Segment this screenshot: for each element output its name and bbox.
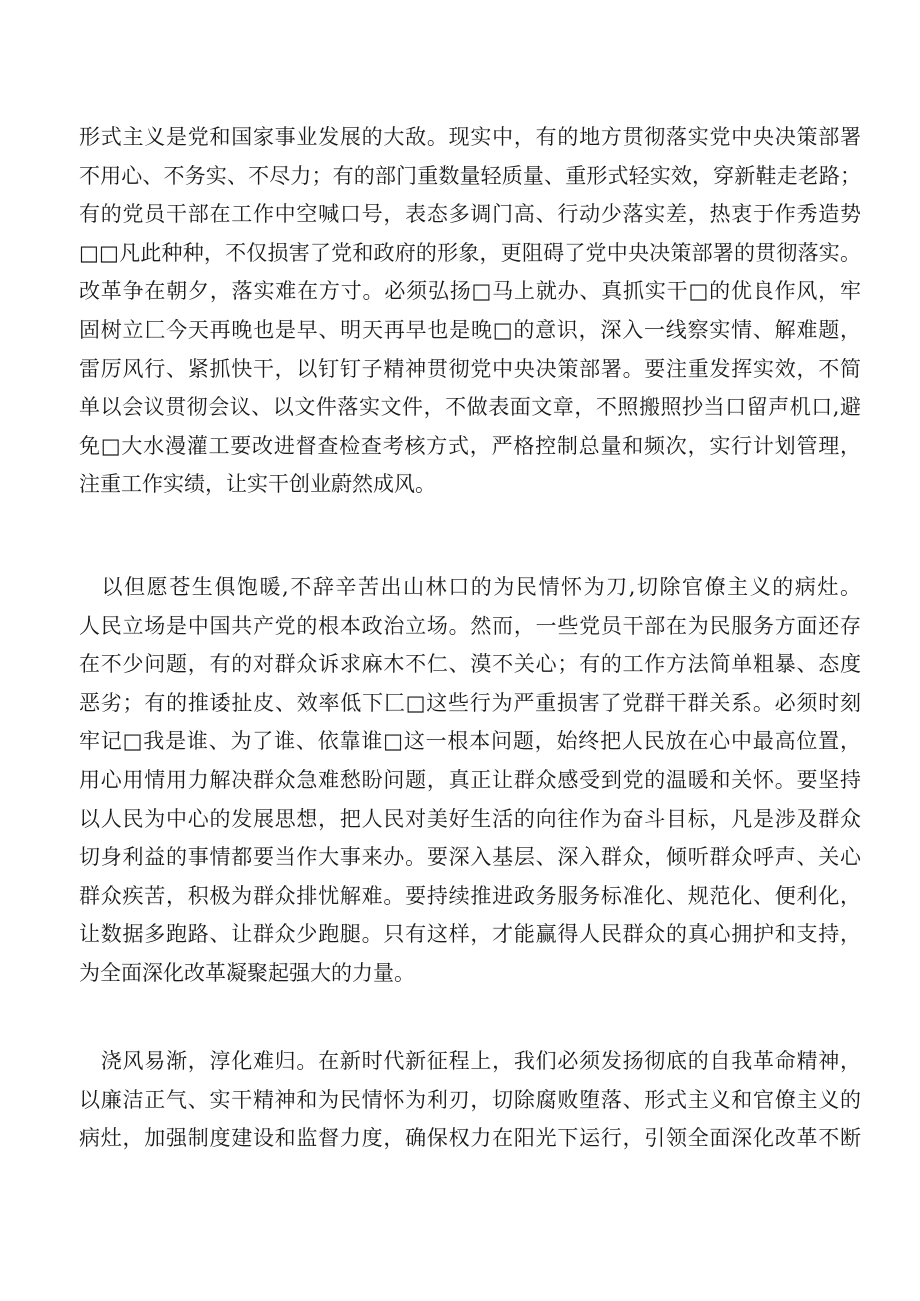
text-line: □□凡此种种，不仅损害了党和政府的形象，更阻碍了党中央决策部署的贯彻落实。 bbox=[79, 240, 861, 265]
text-line: 人民立场是中国共产党的根本政治立场。然而，一些党员干部在为民服务方面还存 bbox=[79, 613, 861, 638]
text-line: 固树立匚今天再晚也是早、明天再早也是晚□的意识，深入一线察实情、解难题， bbox=[79, 317, 861, 342]
text-line: 恶劣；有的推诿扯皮、效率低下匚□这些行为严重损害了党群干群关系。必须时刻 bbox=[79, 690, 861, 715]
text-line: 浇风易渐，淳化难归。在新时代新征程上，我们必须发扬彻底的自我革命精神， bbox=[79, 1049, 861, 1073]
text-line: 群众疾苦，积极为群众排忧解难。要持续推进政务服务标准化、规范化、便利化， bbox=[79, 883, 861, 908]
text-line: 形式主义是党和国家事业发展的大敌。现实中，有的地方贯彻落实党中央决策部署 bbox=[79, 125, 861, 149]
text-line: 在不少问题，有的对群众诉求麻木不仁、漠不关心；有的工作方法简单粗暴、态度 bbox=[79, 652, 861, 677]
text-line: 让数据多跑路、让群众少跑腿。只有这样，才能赢得人民群众的真心拥护和支持， bbox=[79, 922, 861, 947]
paragraph-formalism bbox=[79, 118, 861, 504]
text-line: 免□大水漫灌工要改进督查检查考核方式，严格控制总量和频次，实行计划管理， bbox=[79, 433, 861, 458]
text-line: 注重工作实绩，让实干创业蔚然成风。 bbox=[79, 472, 436, 497]
text-line: 为全面深化改革凝聚起强大的力量。 bbox=[79, 960, 415, 985]
text-line: 以人民为中心的发展思想，把人民对美好生活的向往作为奋斗目标，凡是涉及群众 bbox=[79, 806, 861, 831]
paragraph-bureaucratism bbox=[79, 568, 861, 993]
paragraph-self-revolution bbox=[79, 1042, 861, 1158]
text-line: 切身利益的事情都要当作大事来办。要深入基层、深入群众，倾听群众呼声、关心 bbox=[79, 845, 861, 870]
text-line: 牢记□我是谁、为了谁、依靠谁□这一根本问题，始终把人民放在心中最高位置， bbox=[79, 729, 861, 754]
text-line: 以但愿苍生俱饱暖,不辞辛苦出山林口的为民情怀为刀,切除官僚主义的病灶。 bbox=[79, 575, 861, 599]
text-line: 不用心、不务实、不尽力；有的部门重数量轻质量、重形式轻实效，穿新鞋走老路； bbox=[79, 163, 861, 188]
text-line: 有的党员干部在工作中空喊口号，表态多调门高、行动少落实差，热衷于作秀造势 bbox=[79, 202, 861, 227]
text-line: 单以会议贯彻会议、以文件落实文件，不做表面文章，不照搬照抄当口留声机口,避 bbox=[79, 395, 861, 420]
text-line: 以廉洁正气、实干精神和为民情怀为利刃，切除腐败堕落、形式主义和官僚主义的 bbox=[79, 1087, 861, 1112]
text-line: 雷厉风行、紧抓快干，以钉钉子精神贯彻党中央决策部署。要注重发挥实效，不简 bbox=[79, 356, 861, 381]
text-line: 用心用情用力解决群众急难愁盼问题，真正让群众感受到党的温暖和关怀。要坚持 bbox=[79, 767, 861, 792]
text-line: 改革争在朝夕，落实难在方寸。必须弘扬□马上就办、真抓实干□的优良作风，牢 bbox=[79, 279, 861, 304]
text-line: 病灶，加强制度建设和监督力度，确保权力在阳光下运行，引领全面深化改革不断 bbox=[79, 1126, 861, 1151]
